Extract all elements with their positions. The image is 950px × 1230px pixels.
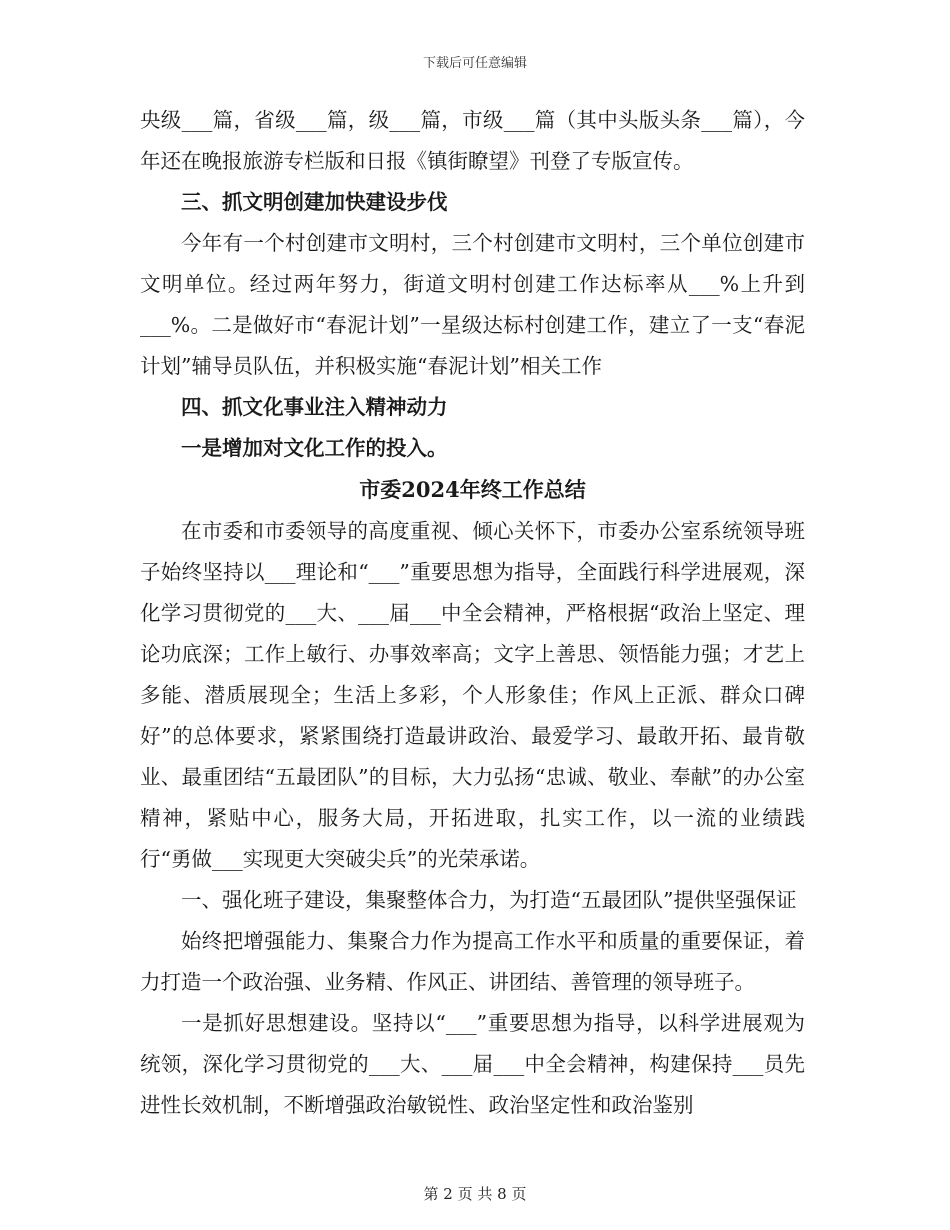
document-title: 市委2024年终工作总结 xyxy=(359,477,586,502)
paragraph-3: 在市委和市委领导的高度重视、倾心关怀下，市委办公室系统领导班子始终坚持以___理论和“___”重要思想为指导，全面践行科学进展观，深化学习贯彻党的___大、___届___中全会精神，严格根据“政治上坚定、理论功底深；工作上敏行、办事效率高；文字上善思、领悟能力强；才艺上多能、潜质展现全；生活上多彩，个人形象佳；作风上正派、群众口碑好”的总体要求，紧紧围绕打造最讲政治、最爱学习、最敢开拓、最肯敬业、最重团结“五最团队”的目标，大力弘扬“忠诚、敬业、奉献”的办公室精神，紧贴中心，服务大局，开拓进取，扎实工作，以一流的业绩践行“勇做___实现更大突破尖兵”的光荣承诺。 xyxy=(140,519,805,871)
section-heading-4: 四、抓文化事业注入精神动力 xyxy=(181,395,448,419)
sub-heading-1: 一是增加对文化工作的投入。 xyxy=(181,436,448,460)
page-header-note: 下载后可任意编辑 xyxy=(422,56,527,71)
document-body xyxy=(140,100,805,1126)
section-heading-3: 三、抓文明创建加快建设步伐 xyxy=(181,190,448,214)
page-number: 第 2 页 共 8 页 xyxy=(423,1185,527,1203)
paragraph-2: 今年有一个村创建市文明村，三个村创建市文明村，三个单位创建市文明单位。经过两年努力，街道文明村创建工作达标率从___%上升到___%。二是做好市“春泥计划”一星级达标村创建工作，建立了一支“春泥计划”辅导员队伍，并积极实施“春泥计划”相关工作 xyxy=(140,231,805,378)
paragraph-5: 始终把增强能力、集聚合力作为提高工作水平和质量的重要保证，着力打造一个政治强、业务精、作风正、讲团结、善管理的领导班子。 xyxy=(140,929,805,994)
paragraph-6: 一是抓好思想建设。坚持以“___”重要思想为指导，以科学进展观为统领，深化学习贯彻党的___大、___届___中全会精神，构建保持___员先进性长效机制，不断增强政治敏锐性、政治坚定性和政治鉴别 xyxy=(140,1011,805,1117)
paragraph-1: 央级___篇，省级___篇，级___篇，市级___篇（其中头版头条___篇），今年还在晚报旅游专栏版和日报《镇街瞭望》刊登了专版宣传。 xyxy=(140,108,805,173)
paragraph-4: 一、强化班子建设，集聚整体合力，为打造“五最团队”提供坚强保证 xyxy=(181,888,797,912)
